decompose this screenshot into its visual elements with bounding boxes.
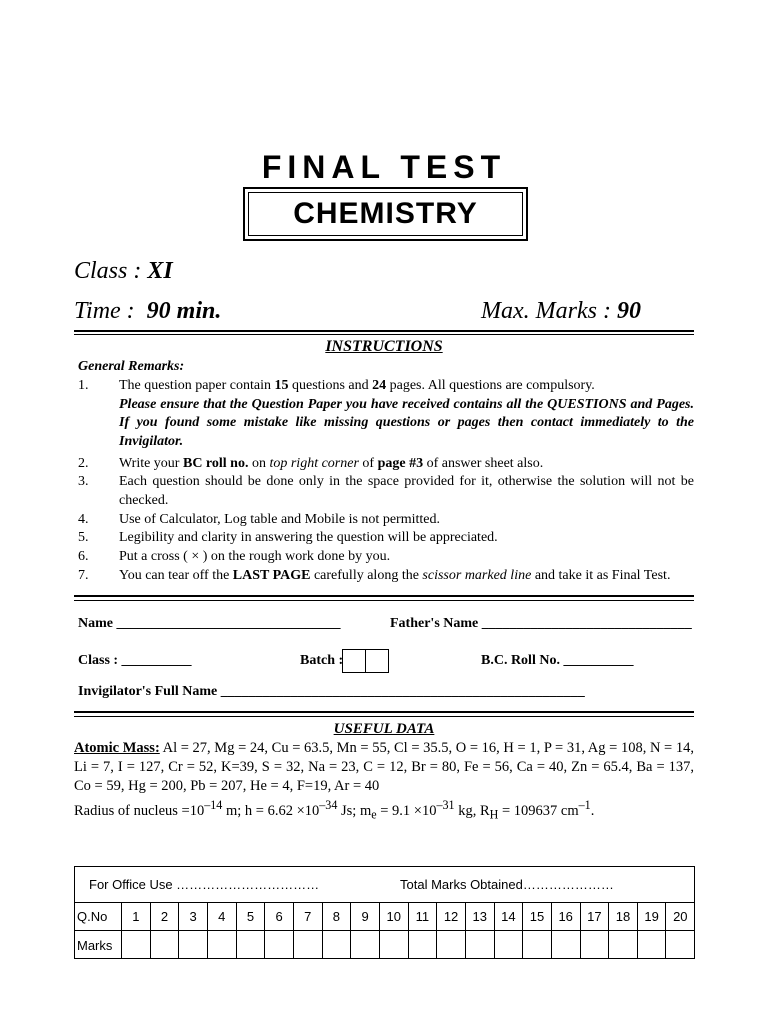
instruction-item bbox=[78, 511, 694, 530]
question-number-cell: 16 bbox=[552, 903, 581, 930]
marks-cell[interactable] bbox=[466, 931, 495, 959]
constant-text: = 9.1 ×10 bbox=[376, 802, 437, 819]
marks-line bbox=[481, 298, 641, 325]
constants-line bbox=[74, 796, 694, 825]
item-number: 5. bbox=[78, 530, 89, 545]
batch-box[interactable] bbox=[342, 649, 366, 673]
marks-cell[interactable] bbox=[237, 931, 266, 959]
question-number-cell: 11 bbox=[409, 903, 438, 930]
marks-header: Marks bbox=[75, 931, 122, 959]
divider bbox=[74, 711, 694, 713]
question-number-cell: 7 bbox=[294, 903, 323, 930]
instruction-item bbox=[78, 567, 694, 586]
item-text: pages. All questions are compulsory. bbox=[386, 378, 595, 393]
class-field[interactable]: Class : __________ bbox=[78, 653, 192, 668]
item-text: and take it as Final Test. bbox=[531, 568, 671, 583]
question-number-cell: 4 bbox=[208, 903, 237, 930]
marks-cell[interactable] bbox=[437, 931, 466, 959]
constant-text: m; h = 6.62 ×10 bbox=[222, 802, 320, 819]
item-number: 1. bbox=[78, 378, 89, 393]
batch-box[interactable] bbox=[365, 649, 389, 673]
item-text: Write your bbox=[119, 456, 183, 471]
marks-cell[interactable] bbox=[666, 931, 694, 959]
question-number-cell: 9 bbox=[351, 903, 380, 930]
time-label: Time : bbox=[74, 298, 135, 324]
question-number-cell: 5 bbox=[237, 903, 266, 930]
item-text: carefully along the bbox=[310, 568, 423, 583]
exponent: –14 bbox=[204, 798, 223, 812]
subject-box bbox=[243, 187, 528, 241]
item-text: Legibility and clarity in answering the question will be appreciated. bbox=[119, 530, 498, 545]
marks-cell[interactable] bbox=[638, 931, 667, 959]
instruction-item bbox=[78, 548, 694, 567]
constant-text: . bbox=[590, 802, 595, 819]
question-number-cell: 3 bbox=[179, 903, 208, 930]
item-bold: page #3 bbox=[377, 456, 424, 471]
item-text: on bbox=[248, 456, 270, 471]
general-remarks-label: General Remarks: bbox=[78, 359, 185, 374]
item-bold: LAST PAGE bbox=[232, 568, 311, 583]
item-number: 6. bbox=[78, 549, 89, 564]
marks-value: 90 bbox=[616, 298, 641, 324]
marks-cell[interactable] bbox=[179, 931, 208, 959]
divider bbox=[74, 600, 694, 601]
question-number-cell: 18 bbox=[609, 903, 638, 930]
question-number-cell: 8 bbox=[323, 903, 352, 930]
class-line bbox=[74, 258, 173, 285]
item-text: Put a cross ( × ) on the rough work done by you. bbox=[119, 549, 391, 564]
item-number: 7. bbox=[78, 568, 89, 583]
constant-text: Radius of nucleus =10 bbox=[74, 802, 205, 819]
roll-number-field[interactable]: B.C. Roll No. __________ bbox=[481, 653, 634, 668]
item-emphasis: Please ensure that the Question Paper you have received contains all the QUESTIONS and Pages. If you found some mistake like missing questions or pages then contact immediately to the Invigilator. bbox=[119, 396, 694, 449]
question-number-row bbox=[75, 903, 694, 931]
question-number-cell: 12 bbox=[437, 903, 466, 930]
father-name-field[interactable]: Father's Name ______________________________ bbox=[390, 616, 692, 631]
atomic-mass-values: Al = 27, Mg = 24, Cu = 63.5, Mn = 55, Cl = 35.5, O = 16, H = 1, P = 31, Ag = 108, N = 14, Li = 7, I = 127, Cr = 52, K=39, S = 32, Na = 23, C = 12, Br = 80, Fe = 56, Ca = 40, Zn = 65.4, Ba = 137, Co = 59, Hg = 200, Pb = 207, He = 4, F=19, Ar = 40 bbox=[74, 740, 694, 794]
item-bold: 15 bbox=[274, 378, 289, 393]
marks-cell[interactable] bbox=[265, 931, 294, 959]
subscript: H bbox=[489, 807, 499, 822]
exponent: –34 bbox=[319, 798, 338, 812]
item-number: 2. bbox=[78, 456, 89, 471]
constant-text: Js; m bbox=[337, 802, 372, 819]
instructions-heading: INSTRUCTIONS bbox=[325, 338, 443, 355]
item-text: The question paper contain bbox=[119, 378, 275, 393]
marks-cell[interactable] bbox=[323, 931, 352, 959]
item-text: of bbox=[358, 456, 378, 471]
total-marks-label: Total Marks Obtained………………… bbox=[400, 877, 614, 892]
instruction-item bbox=[78, 529, 694, 548]
marks-cell[interactable] bbox=[208, 931, 237, 959]
question-number-cell: 14 bbox=[495, 903, 524, 930]
marks-cell[interactable] bbox=[581, 931, 610, 959]
question-number-cell: 10 bbox=[380, 903, 409, 930]
marks-cell[interactable] bbox=[552, 931, 581, 959]
office-use-table bbox=[74, 866, 695, 959]
item-number: 4. bbox=[78, 512, 89, 527]
class-value: XI bbox=[147, 258, 173, 284]
marks-label: Max. Marks : bbox=[481, 298, 611, 324]
batch-field[interactable] bbox=[300, 649, 389, 673]
batch-label: Batch : bbox=[300, 653, 344, 669]
subject-title: CHEMISTRY bbox=[248, 192, 523, 236]
time-value: 90 min. bbox=[146, 298, 222, 324]
divider bbox=[74, 595, 694, 597]
time-line bbox=[74, 298, 221, 325]
marks-cell[interactable] bbox=[409, 931, 438, 959]
marks-cell[interactable] bbox=[151, 931, 180, 959]
item-text: Each question should be done only in the space provided for it, otherwise the solution will not be checked. bbox=[119, 474, 694, 508]
atomic-mass-label: Atomic Mass: bbox=[74, 740, 160, 756]
office-use-label: For Office Use …………………………… bbox=[89, 877, 320, 892]
marks-cell[interactable] bbox=[380, 931, 409, 959]
name-field[interactable]: Name ________________________________ bbox=[78, 616, 341, 631]
constant-text: kg, R bbox=[454, 802, 490, 819]
question-number-cell: 15 bbox=[523, 903, 552, 930]
instruction-item bbox=[78, 473, 694, 510]
question-number-cell: 17 bbox=[581, 903, 610, 930]
constant-text: = 109637 cm bbox=[498, 802, 579, 819]
exponent: –1 bbox=[578, 798, 591, 812]
atomic-mass-data bbox=[74, 739, 694, 796]
item-bold: BC roll no. bbox=[182, 456, 249, 471]
divider bbox=[74, 330, 694, 332]
marks-cell[interactable] bbox=[122, 931, 151, 959]
question-number-cell: 13 bbox=[466, 903, 495, 930]
item-text: questions and bbox=[288, 378, 373, 393]
marks-cell[interactable] bbox=[294, 931, 323, 959]
exponent: –31 bbox=[436, 798, 455, 812]
invigilator-name-field[interactable]: Invigilator's Full Name ____________________________________________________ bbox=[78, 684, 585, 699]
class-label: Class : bbox=[74, 258, 142, 284]
item-number: 3. bbox=[78, 474, 89, 489]
divider bbox=[74, 334, 694, 335]
question-number-cell: 19 bbox=[638, 903, 667, 930]
office-use-row bbox=[75, 867, 694, 903]
item-text: of answer sheet also. bbox=[423, 456, 544, 471]
question-number-cell: 1 bbox=[122, 903, 151, 930]
item-bold: 24 bbox=[372, 378, 387, 393]
item-italic: top right corner bbox=[269, 456, 359, 471]
instruction-item bbox=[78, 455, 694, 474]
marks-cell[interactable] bbox=[523, 931, 552, 959]
qno-header: Q.No bbox=[75, 903, 122, 930]
divider bbox=[74, 716, 694, 717]
subscript: e bbox=[371, 807, 377, 822]
item-text: Use of Calculator, Log table and Mobile is not permitted. bbox=[119, 512, 440, 527]
marks-cell[interactable] bbox=[351, 931, 380, 959]
test-title: FINAL TEST bbox=[261, 149, 507, 185]
item-italic: scissor marked line bbox=[422, 568, 532, 583]
instruction-item bbox=[78, 377, 694, 451]
question-number-cell: 20 bbox=[673, 909, 688, 924]
useful-data-heading: USEFUL DATA bbox=[333, 721, 435, 737]
marks-row bbox=[75, 931, 694, 959]
item-text: You can tear off the bbox=[119, 568, 233, 583]
question-number-cell: 2 bbox=[151, 903, 180, 930]
marks-cell[interactable] bbox=[609, 931, 638, 959]
question-number-cell: 6 bbox=[265, 903, 294, 930]
marks-cell[interactable] bbox=[495, 931, 524, 959]
